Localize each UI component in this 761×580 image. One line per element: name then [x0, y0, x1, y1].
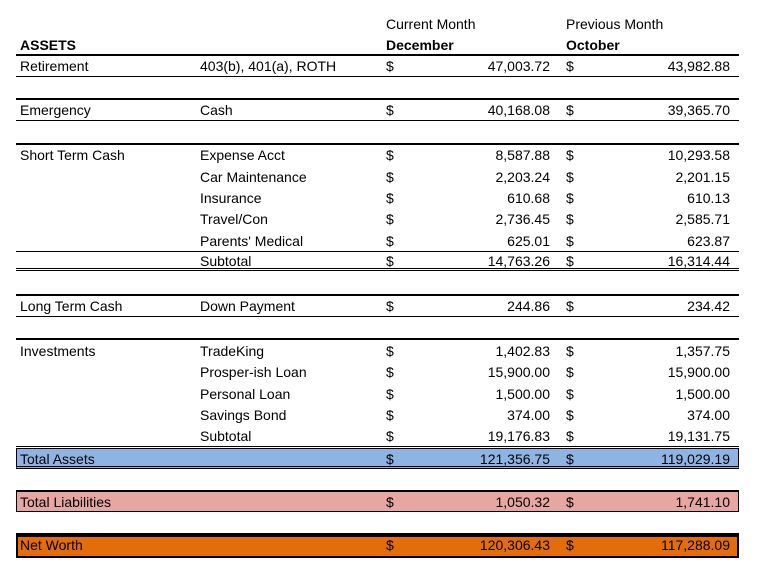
item-label: Down Payment [200, 298, 295, 314]
assets-heading: ASSETS [20, 37, 77, 53]
currency-symbol: $ [566, 147, 574, 163]
currency-symbol: $ [566, 190, 574, 206]
currency-symbol: $ [566, 211, 574, 227]
currency-symbol: $ [566, 253, 574, 269]
currency-symbol: $ [386, 451, 394, 467]
previous-value: 374.00 [687, 407, 730, 423]
current-subtotal: 19,176.83 [487, 428, 550, 444]
total-assets-previous: 119,029.19 [660, 451, 730, 467]
previous-value: 1,500.00 [675, 386, 730, 402]
category-label: Short Term Cash [20, 147, 125, 163]
current-value: 15,900.00 [487, 364, 550, 380]
currency-symbol: $ [566, 451, 574, 467]
item-label: Insurance [200, 190, 262, 206]
previous-value: 15,900.00 [667, 364, 730, 380]
currency-symbol: $ [386, 537, 394, 553]
previous-month-name: October [566, 37, 620, 53]
previous-value: 39,365.70 [667, 102, 730, 118]
category-label: Long Term Cash [20, 298, 123, 314]
net-worth-label: Net Worth [20, 537, 83, 553]
previous-value: 610.13 [687, 190, 730, 206]
currency-symbol: $ [386, 169, 394, 185]
item-label: Prosper-ish Loan [200, 364, 307, 380]
current-value: 2,203.24 [495, 169, 550, 185]
currency-symbol: $ [386, 298, 394, 314]
rule [16, 316, 739, 317]
current-subtotal: 14,763.26 [487, 253, 550, 269]
previous-value: 623.87 [687, 233, 730, 249]
rule [16, 120, 739, 121]
currency-symbol: $ [386, 102, 394, 118]
currency-symbol: $ [566, 58, 574, 74]
currency-symbol: $ [566, 102, 574, 118]
rule [16, 54, 739, 56]
previous-value: 2,585.71 [675, 211, 730, 227]
currency-symbol: $ [566, 343, 574, 359]
previous-value: 43,982.88 [667, 58, 730, 74]
currency-symbol: $ [386, 364, 394, 380]
current-value: 8,587.88 [495, 147, 550, 163]
currency-symbol: $ [386, 407, 394, 423]
currency-symbol: $ [386, 343, 394, 359]
total-assets-label: Total Assets [20, 451, 95, 467]
current-month-label: Current Month [386, 16, 476, 32]
current-value: 40,168.08 [487, 102, 550, 118]
currency-symbol: $ [566, 537, 574, 553]
current-value: 2,736.45 [495, 211, 550, 227]
currency-symbol: $ [386, 428, 394, 444]
category-label: Investments [20, 343, 96, 359]
rule [16, 446, 739, 447]
currency-symbol: $ [566, 386, 574, 402]
rule [16, 143, 739, 145]
total-liabilities-current: 1,050.32 [495, 494, 550, 510]
previous-value: 10,293.58 [667, 147, 730, 163]
currency-symbol: $ [386, 190, 394, 206]
item-label: Travel/Con [200, 211, 268, 227]
currency-symbol: $ [386, 386, 394, 402]
currency-symbol: $ [566, 233, 574, 249]
category-label: Emergency [20, 102, 91, 118]
current-value: 1,402.83 [495, 343, 550, 359]
item-label: Cash [200, 102, 233, 118]
previous-subtotal: 16,314.44 [667, 253, 730, 269]
currency-symbol: $ [566, 428, 574, 444]
current-month-name: December [386, 37, 454, 53]
current-value: 47,003.72 [487, 58, 550, 74]
previous-value: 234.42 [687, 298, 730, 314]
previous-subtotal: 19,131.75 [667, 428, 730, 444]
previous-month-label: Previous Month [566, 16, 664, 32]
current-value: 610.68 [507, 190, 550, 206]
currency-symbol: $ [386, 58, 394, 74]
current-value: 374.00 [507, 407, 550, 423]
currency-symbol: $ [386, 233, 394, 249]
previous-value: 1,357.75 [675, 343, 730, 359]
net-worth-previous: 117,288.09 [660, 537, 730, 553]
item-label: Parents' Medical [200, 233, 304, 249]
currency-symbol: $ [566, 494, 574, 510]
net-worth-current: 120,306.43 [479, 537, 550, 553]
rule [16, 294, 739, 296]
current-value: 1,500.00 [495, 386, 550, 402]
total-liabilities-label: Total Liabilities [20, 494, 112, 510]
total-assets-current: 121,356.75 [479, 451, 550, 467]
currency-symbol: $ [386, 494, 394, 510]
item-label: Savings Bond [200, 407, 287, 423]
currency-symbol: $ [566, 169, 574, 185]
subtotal-label: Subtotal [200, 253, 252, 269]
currency-symbol: $ [386, 211, 394, 227]
rule [16, 338, 739, 340]
current-value: 625.01 [507, 233, 550, 249]
category-label: Retirement [20, 58, 89, 74]
currency-symbol: $ [566, 298, 574, 314]
currency-symbol: $ [566, 407, 574, 423]
currency-symbol: $ [386, 147, 394, 163]
total-liabilities-previous: 1,741.10 [675, 494, 730, 510]
currency-symbol: $ [386, 253, 394, 269]
item-label: TradeKing [200, 343, 265, 359]
current-value: 244.86 [507, 298, 550, 314]
subtotal-label: Subtotal [200, 428, 252, 444]
item-label: Car Maintenance [200, 169, 307, 185]
item-label: 403(b), 401(a), ROTH [200, 58, 337, 74]
rule [16, 98, 739, 100]
item-label: Personal Loan [200, 386, 291, 402]
previous-value: 2,201.15 [675, 169, 730, 185]
currency-symbol: $ [566, 364, 574, 380]
item-label: Expense Acct [200, 147, 285, 163]
rule [16, 76, 739, 77]
